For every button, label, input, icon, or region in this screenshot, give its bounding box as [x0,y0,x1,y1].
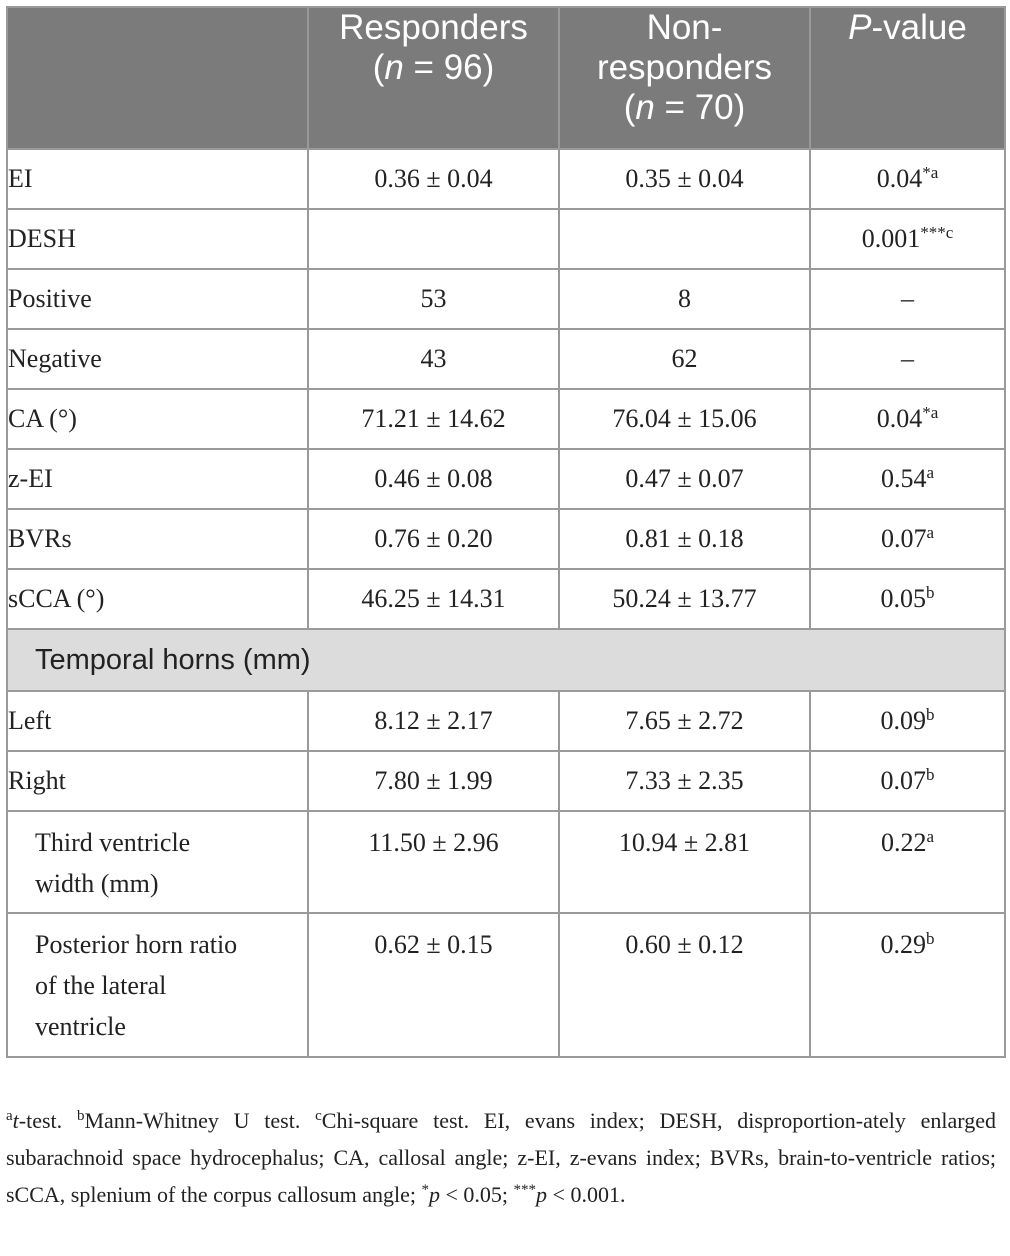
table-row [7,811,1005,913]
row-label-line2: width (mm) [35,869,159,898]
p-sup: a [926,463,935,482]
p-value: – [901,284,914,313]
section-label: Temporal horns (mm) [7,629,1005,691]
row-label [7,913,308,1057]
row-label: BVRs [7,509,308,569]
footnote-lt3: < 0.001. [547,1182,626,1207]
row-label-line2: of the lateral [35,971,167,1000]
responders-value: 53 [308,269,559,329]
row-label-line3: ventricle [35,1012,126,1041]
responders-value: 0.46 ± 0.08 [308,449,559,509]
footnote-star3: *** [513,1182,537,1198]
row-label: Right [7,751,308,811]
header-nonresponders [559,7,810,149]
table-row [7,751,1005,811]
p-sup: b [926,929,935,948]
nonresponders-value: 0.35 ± 0.04 [559,149,810,209]
table-row [7,913,1005,1057]
p-value-cell [810,569,1005,629]
row-label-line1: Third ventricle [35,828,191,857]
p-value-cell [810,691,1005,751]
responders-value [308,209,559,269]
table-row [7,209,1005,269]
p-value: 0.54 [880,464,927,493]
header-nonresponders-line3: (n = 70) [623,88,746,127]
p-value: 0.07 [880,766,926,795]
p-value: 0.22 [880,828,927,857]
p-value: 0.001 [861,224,921,253]
header-nonresponders-line1: Non- [646,8,723,47]
nonresponders-value [559,209,810,269]
row-label: Positive [7,269,308,329]
nonresponders-value: 8 [559,269,810,329]
header-row [7,7,1005,149]
p-value: 0.29 [880,930,926,959]
p-value: 0.04 [876,404,923,433]
nonresponders-value: 62 [559,329,810,389]
nonresponders-value: 0.60 ± 0.12 [559,913,810,1057]
responders-value: 46.25 ± 14.31 [308,569,559,629]
p-sup: b [926,705,935,724]
footnote-p1: p [429,1182,440,1207]
nonresponders-value: 50.24 ± 13.77 [559,569,810,629]
footnote-t: t [12,1108,19,1133]
footnote-p3: p [536,1182,548,1207]
p-value-cell [810,509,1005,569]
p-value: 0.05 [880,584,926,613]
table-row [7,149,1005,209]
footnote-a-text: -test. [18,1108,77,1133]
nonresponders-value: 0.47 ± 0.07 [559,449,810,509]
nonresponders-value: 7.33 ± 2.35 [559,751,810,811]
p-sup: *a [922,163,939,182]
p-sup: a [926,827,935,846]
p-sup: ***c [920,223,954,242]
nonresponders-value: 76.04 ± 15.06 [559,389,810,449]
header-pvalue: P-value [810,7,1005,149]
header-responders-line2: (n = 96) [372,48,495,87]
table-footnote [6,1102,996,1213]
p-value: – [901,344,914,373]
footnote-b-marker: b [76,1108,85,1124]
p-value-cell [810,913,1005,1057]
results-table [6,6,1006,1058]
table-row [7,449,1005,509]
footnote-star1: * [421,1182,429,1198]
p-value-cell [810,449,1005,509]
responders-value: 11.50 ± 2.96 [308,811,559,913]
p-value: 0.09 [880,706,926,735]
p-value-cell [810,751,1005,811]
header-nonresponders-line2: responders [596,48,773,87]
table-row [7,691,1005,751]
responders-value: 43 [308,329,559,389]
responders-value: 7.80 ± 1.99 [308,751,559,811]
p-value-cell [810,329,1005,389]
row-label: EI [7,149,308,209]
table-row [7,509,1005,569]
p-value-cell [810,811,1005,913]
nonresponders-value: 10.94 ± 2.81 [559,811,810,913]
row-label [7,811,308,913]
footnote-a-marker: a [6,1108,13,1124]
row-label: DESH [7,209,308,269]
row-label-line1: Posterior horn ratio [35,930,238,959]
table-row [7,269,1005,329]
nonresponders-value: 0.81 ± 0.18 [559,509,810,569]
section-row [7,629,1005,691]
p-value-cell [810,209,1005,269]
table-row [7,329,1005,389]
p-sup: *a [922,403,939,422]
header-blank [7,7,308,149]
p-sup: a [926,523,935,542]
table-row [7,569,1005,629]
responders-value: 0.76 ± 0.20 [308,509,559,569]
p-value-cell [810,149,1005,209]
row-label: CA (°) [7,389,308,449]
table-row [7,389,1005,449]
row-label: sCCA (°) [7,569,308,629]
footnote-b-text: Mann-Whitney U test. [84,1108,316,1133]
row-label: z-EI [7,449,308,509]
responders-value: 8.12 ± 2.17 [308,691,559,751]
footnote-c-text: Chi-square test. EI, evans index; DESH, disproportion-ately enlarged subarachnoid space hydrocephalus; CA, callosal angle; z-EI, z-evans index; BVRs, brain-to-ventricle ratios; sCCA, splenium of the corpus callosum angle; [6,1108,996,1207]
row-label: Left [7,691,308,751]
row-label: Negative [7,329,308,389]
header-responders-line1: Responders [339,8,528,47]
responders-value: 0.62 ± 0.15 [308,913,559,1057]
footnote-lt1: < 0.05; [440,1182,514,1207]
p-sup: b [926,765,935,784]
p-value-cell [810,389,1005,449]
header-responders [308,7,559,149]
p-sup: b [926,583,935,602]
footnote-c-marker: c [315,1108,322,1124]
p-value: 0.07 [880,524,927,553]
responders-value: 0.36 ± 0.04 [308,149,559,209]
p-value-cell [810,269,1005,329]
nonresponders-value: 7.65 ± 2.72 [559,691,810,751]
p-value: 0.04 [876,164,923,193]
responders-value: 71.21 ± 14.62 [308,389,559,449]
